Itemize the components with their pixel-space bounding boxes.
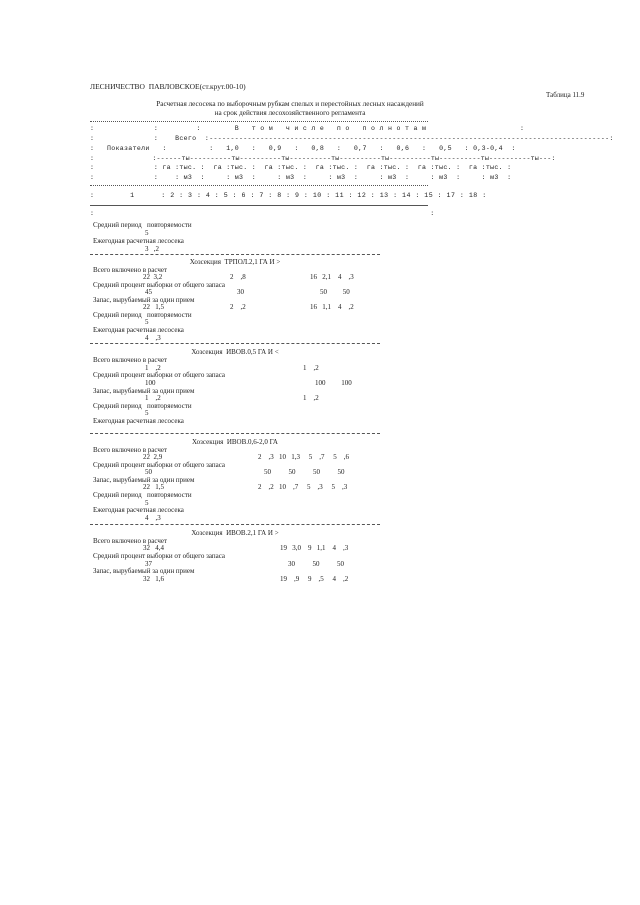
s1-r2-v1: 45 bbox=[145, 288, 152, 296]
header-row-1: : : : В т о м ч и с л е п о п о л н о т а м : bbox=[90, 125, 525, 132]
top-annual-label: Ежегодная расчетная лесосека bbox=[93, 237, 184, 245]
s1-r3-v3: 16 1,1 4 ,2 bbox=[310, 303, 354, 311]
s2-r1-v3: 1 ,2 bbox=[303, 364, 319, 372]
s2-r4-v1: 5 bbox=[145, 409, 149, 417]
section-4-title: Хозсекция ИВОВ.2,1 ГА И > bbox=[191, 529, 279, 537]
s1-r4-v1: 5 bbox=[145, 318, 149, 326]
s2-r1-v1: 1 ,2 bbox=[145, 364, 161, 372]
s3-r4-v1: 5 bbox=[145, 499, 149, 507]
s4-r2-v2: 30 50 50 bbox=[288, 560, 344, 568]
s3-r2-label: Средний процент выборки от общего запаса bbox=[93, 461, 226, 469]
s4-r2-label: Средний процент выборки от общего запаса bbox=[93, 552, 226, 560]
header-sep-rule bbox=[90, 185, 428, 186]
s1-r5-label: Ежегодная расчетная лесосека bbox=[93, 326, 184, 334]
header-row-5: : : га :тыс. : га :тыс. : га :тыс. : га :тыс. : га :тыс. : га :тыс. : га :тыс. : bbox=[90, 164, 512, 171]
s3-r3-label: Запас, вырубаемый за один прием bbox=[93, 476, 195, 484]
s3-r2-v2: 50 50 50 50 bbox=[264, 468, 345, 476]
column-numbers-row: : 1 : 2 : 3 : 4 : 5 : 6 : 7 : 8 : 9 : 10 : 11 : 12 : 13 : 14 : 15 : 17 : 18 : bbox=[90, 192, 487, 199]
header-row-2: : : Всего :----------------------------------------------------------------------------------------------: bbox=[90, 135, 614, 142]
s3-r3-v2: 2 ,2 10 ,7 5 ,3 5 ,3 bbox=[258, 483, 348, 491]
s3-r5-v1: 4 ,3 bbox=[145, 514, 161, 522]
s1-r5-v1: 4 ,3 bbox=[145, 334, 161, 342]
s2-r3-v1: 1 ,2 bbox=[145, 394, 161, 402]
section-1-rule bbox=[90, 254, 380, 255]
header-bottom-rule bbox=[90, 205, 428, 206]
s1-r1-label: Всего включено в расчет bbox=[93, 266, 168, 274]
s3-r2-v1: 50 bbox=[145, 468, 152, 476]
s3-r4-label: Средний период повторяемости bbox=[93, 491, 192, 499]
s2-r1-label: Всего включено в расчет bbox=[93, 356, 168, 364]
table-title-line2: на срок действия лесохозяйственного регламента bbox=[214, 109, 366, 117]
s3-r3-v1: 22 1,5 bbox=[143, 483, 164, 491]
section-2-title: Хозсекция ИВОВ.0,5 ГА И < bbox=[191, 348, 279, 356]
header-row-3: : Показатели : : 1,0 : 0,9 : 0,8 : 0,7 : 0,6 : 0,5 : 0,3-0,4 : bbox=[90, 145, 516, 152]
top-period-value: 5 bbox=[145, 229, 149, 237]
top-annual-value: 3 ,2 bbox=[145, 245, 159, 253]
s4-r1-v1: 32 4,4 bbox=[143, 544, 164, 552]
s4-r1-label: Всего включено в расчет bbox=[93, 537, 168, 545]
s1-r1-v2: 2 ,8 bbox=[230, 273, 246, 281]
s2-r4-label: Средний период повторяемости bbox=[93, 402, 192, 410]
s2-r2-v1: 100 bbox=[145, 379, 156, 387]
table-top-rule bbox=[90, 121, 428, 122]
header-row-6: : : : м3 : : м3 : : м3 : : м3 : : м3 : : м3 : : м3 : bbox=[90, 174, 512, 181]
s1-r1-v1: 22 3,2 bbox=[143, 273, 163, 281]
s1-r2-label: Средний процент выборки от общего запаса bbox=[93, 281, 226, 289]
s4-r3-label: Запас, вырубаемый за один прием bbox=[93, 567, 195, 575]
s4-r3-v1: 32 1,6 bbox=[143, 575, 164, 583]
section-2-rule bbox=[90, 343, 380, 344]
s2-r2-label: Средний процент выборки от общего запаса bbox=[93, 371, 226, 379]
s2-r5-label: Ежегодная расчетная лесосека bbox=[93, 417, 184, 425]
s3-r5-label: Ежегодная расчетная лесосека bbox=[93, 506, 184, 514]
table-number: Таблица 11.9 bbox=[546, 91, 585, 99]
s3-r1-v1: 22 2,9 bbox=[143, 453, 163, 461]
s1-r3-v1: 22 1,5 bbox=[143, 303, 164, 311]
s4-r3-v2: 19 ,9 9 ,5 4 ,2 bbox=[280, 575, 349, 583]
section-3-title: Хозсекция ИВОВ.0,6-2,0 ГА bbox=[192, 438, 278, 446]
s2-r2-v3: 100 100 bbox=[315, 379, 352, 387]
s3-r1-v2: 2 ,3 10 1,3 5 ,7 5 ,6 bbox=[258, 453, 349, 461]
section-4-rule bbox=[90, 524, 380, 525]
s4-r1-v2: 19 3,0 9 1,1 4 ,3 bbox=[280, 544, 349, 552]
s1-r4-label: Средний период повторяемости bbox=[93, 311, 192, 319]
s1-r2-v2: 30 bbox=[237, 288, 244, 296]
section-1-title: Хозсекция ТРПОЛ.2,1 ГА И > bbox=[189, 258, 281, 266]
forestry-title: ЛЕСНИЧЕСТВО ПАВЛОВСКОЕ(ст.крут.00-10) bbox=[90, 82, 246, 91]
s1-r3-v2: 2 ,2 bbox=[230, 303, 246, 311]
table-title-line1: Расчетная лесосека по выборочным рубкам спелых и перестойных лесных насаждений bbox=[156, 100, 424, 108]
s4-r2-v1: 37 bbox=[145, 560, 152, 568]
top-period-label: Средний период повторяемости bbox=[93, 221, 192, 229]
header-row-4: : :------ты----------ты----------ты----------ты----------ты----------ты----------ты----------ты---: bbox=[90, 155, 556, 162]
s1-r3-label: Запас, вырубаемый за один прием bbox=[93, 296, 195, 304]
section-3-rule bbox=[90, 433, 380, 434]
s2-r3-label: Запас, вырубаемый за один прием bbox=[93, 387, 195, 395]
s3-r1-label: Всего включено в расчет bbox=[93, 446, 168, 454]
header-row-8: : : bbox=[90, 210, 435, 217]
s1-r2-v3: 50 50 bbox=[320, 288, 350, 296]
s1-r1-v3: 16 2,1 4 ,3 bbox=[310, 273, 354, 281]
s2-r3-v3: 1 ,2 bbox=[303, 394, 319, 402]
